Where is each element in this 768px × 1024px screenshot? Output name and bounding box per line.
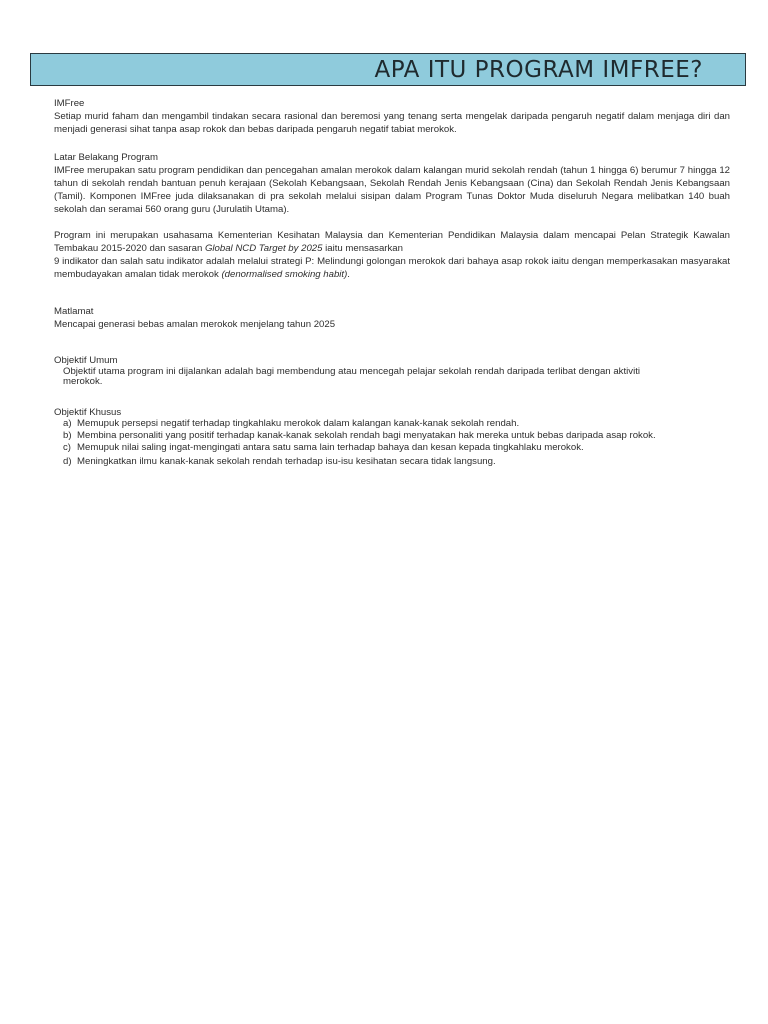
text-run: 9 indikator dan salah satu indikator adalah melalui strategi P: Melindungi golongan merokok dari bahaya asap rokok iaitu dengan memperkasakan masyarakat membudayakan amalan tidak merokok (54, 256, 730, 280)
list-marker: c) (63, 442, 71, 453)
italic-text: Global NCD Target by 2025 (204, 243, 323, 254)
list-item (63, 443, 730, 453)
section-heading: Objektif Khusus (54, 407, 122, 418)
section-objektif-khusus (54, 406, 730, 469)
section-text: Mencapai generasi bebas amalan merokok menjelang tahun 2025 (54, 319, 336, 330)
list-marker: b) (63, 430, 72, 441)
section-heading: IMFree (54, 98, 85, 109)
list-text: Memupuk nilai saling ingat-mengingati antara satu sama lain terhadap bahaya dan kesan kepada tingkahlaku merokok. (77, 442, 584, 453)
list-text: Membina personaliti yang positif terhadap kanak-kanak sekolah rendah bagi menyatakan hak mereka untuk bebas daripada asap rokok. (77, 430, 656, 441)
section-paragraph (54, 255, 730, 281)
page-title: APA ITU PROGRAM IMFREE? (374, 57, 703, 83)
section-heading: Objektif Umum (54, 355, 118, 366)
section-objektif-umum (54, 354, 730, 387)
section-imfree (54, 97, 730, 136)
section-heading: Latar Belakang Program (54, 152, 158, 163)
list-text: Meningkatkan ilmu kanak-kanak sekolah rendah terhadap isu-isu kesihatan secara tidak langsung. (77, 456, 496, 467)
text-run: Program ini merupakan usahasama Kementerian Kesihatan Malaysia dan Kementerian Pendidikan Malaysia dalam mencapai Pelan Strategik Kawalan Tembakau 2015-2020 dan sasaran (54, 230, 730, 254)
section-text: Setiap murid faham dan mengambil tindakan secara rasional dan beremosi yang tenang serta mengelak daripada pengaruh negatif dalam menjaga diri dan menjadi generasi sihat tanpa asap rokok dan bebas daripada pengaruh negatif tabiat merokok. (54, 111, 730, 135)
text-run: iaitu mensasarkan (322, 243, 403, 254)
section-text: Objektif utama program ini dijalankan adalah bagi membendung atau mencegah pelajar sekolah rendah daripada terlibat dengan aktiviti merokok. (63, 366, 640, 387)
list-marker: d) (63, 456, 72, 467)
section-text: IMFree merupakan satu program pendidikan dan pencegahan amalan merokok dalam kalangan murid sekolah rendah (tahun 1 hingga 6) berumur 7 hingga 12 tahun di sekolah rendah bantuan penuh kerajaan (Sekolah Kebangsaan, Sekolah Rendah Jenis Kebangsaan (Cina) dan Sekolah Rendah Jenis Kebangsaan (Tamil). Komponen IMFree juda dilaksanakan di pra sekolah melalui sisipan dalam Program Tunas Doktor Muda diseluruh Negara melibatkan 140 buah sekolah dan seramai 560 orang guru (Jurulatih Utama). (54, 165, 730, 215)
list-text: Memupuk persepsi negatif terhadap tingkahlaku merokok dalam kalangan kanak-kanak sekolah rendah. (77, 418, 520, 429)
objective-list (54, 419, 730, 467)
section-paragraph (54, 229, 730, 255)
text-run: . (347, 269, 350, 280)
list-marker: a) (63, 418, 72, 429)
list-item (63, 419, 730, 429)
italic-text: (denormalised smoking habit) (221, 269, 348, 280)
list-item (63, 431, 730, 441)
section-matlamat (54, 305, 730, 331)
section-heading: Matlamat (54, 306, 94, 317)
title-banner (30, 53, 746, 86)
list-item (63, 457, 730, 467)
section-latar-belakang (54, 151, 730, 281)
